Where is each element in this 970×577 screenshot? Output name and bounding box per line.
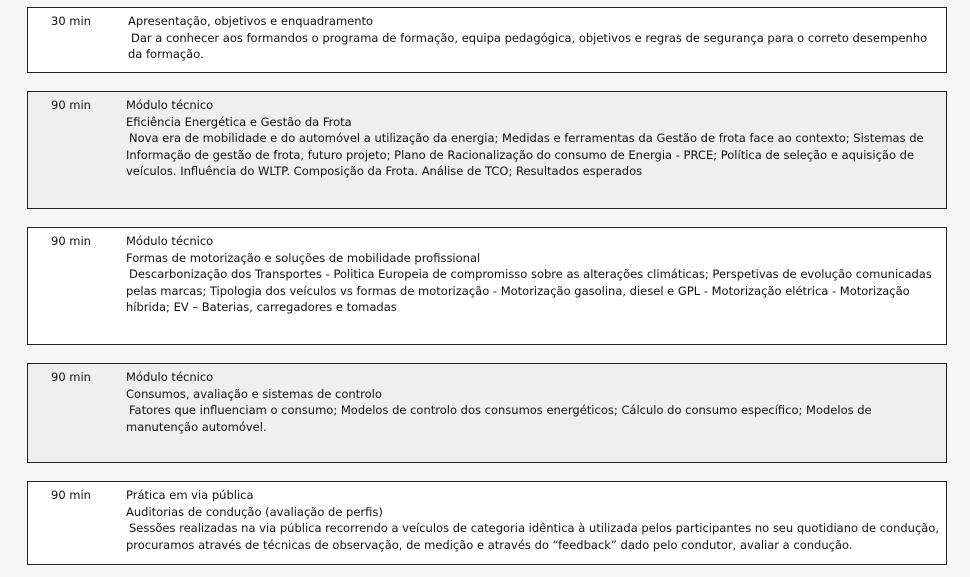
session-content [126, 233, 940, 316]
session-description: Fatores que influenciam o consumo; Modelos de controlo dos consumos energéticos; Cálculo do consumo específico; Modelos de manutenção automóvel. [126, 403, 872, 434]
session-description: Dar a conhecer aos formandos o programa de formação, equipa pedagógica, objetivos e regras de segurança para o correto desempenho da formação. [128, 30, 928, 61]
session-title: Prática em via pública [126, 488, 254, 502]
session-block [27, 363, 947, 463]
session-title: Módulo técnico [126, 370, 214, 384]
session-content [128, 13, 940, 63]
session-duration: 90 min [51, 98, 91, 112]
session-content [126, 369, 940, 435]
session-block [27, 7, 947, 73]
session-description: Descarbonização dos Transportes - Politica Europeia de compromisso sobre as alterações climáticas; Perspetivas de evolução comunicadas pelas marcas; Tipologia dos veículos vs formas de motorização - Motorização gasolina, diesel e GPL - Motorização elétrica - Motorização híbrida; EV – Baterias, carregadores e tomadas [126, 267, 932, 314]
session-content [126, 487, 940, 553]
session-subtitle: Eficiência Energética e Gestão da Frota [126, 114, 352, 129]
session-block [27, 91, 947, 209]
session-description: Nova era de mobilidade e do automóvel a utilização da energia; Medidas e ferramentas da Gestão de frota face ao contexto; Sistemas de Informação de gestão de frota, futuro projeto; Plano de Racionalização do consumo de Energia - PRCE; Política de seleção e aquisição de veículos. Influência do WLTP. Composição da Frota. Análise de TCO; Resultados esperados [126, 131, 924, 178]
session-subtitle: Consumos, avaliação e sistemas de controlo [126, 386, 382, 401]
session-description: Sessões realizadas na via pública recorrendo a veículos de categoria idêntica à utilizada pelos participantes no seu quotidiano de condução, procuramos através de técnicas de observação, de medição e através do “feedback” dado pelo condutor, avaliar a condução. [126, 521, 940, 552]
session-duration: 90 min [51, 488, 91, 502]
session-duration: 90 min [51, 234, 91, 248]
session-content [126, 97, 940, 180]
session-title: Apresentação, objetivos e enquadramento [128, 14, 374, 28]
session-subtitle: Formas de motorização e soluções de mobilidade profissional [126, 250, 481, 265]
session-block [27, 227, 947, 345]
session-subtitle: Auditorias de condução (avaliação de perfis) [126, 504, 383, 519]
session-block [27, 481, 947, 565]
session-title: Módulo técnico [126, 98, 214, 112]
session-title: Módulo técnico [126, 234, 214, 248]
session-duration: 30 min [51, 14, 91, 28]
session-duration: 90 min [51, 370, 91, 384]
